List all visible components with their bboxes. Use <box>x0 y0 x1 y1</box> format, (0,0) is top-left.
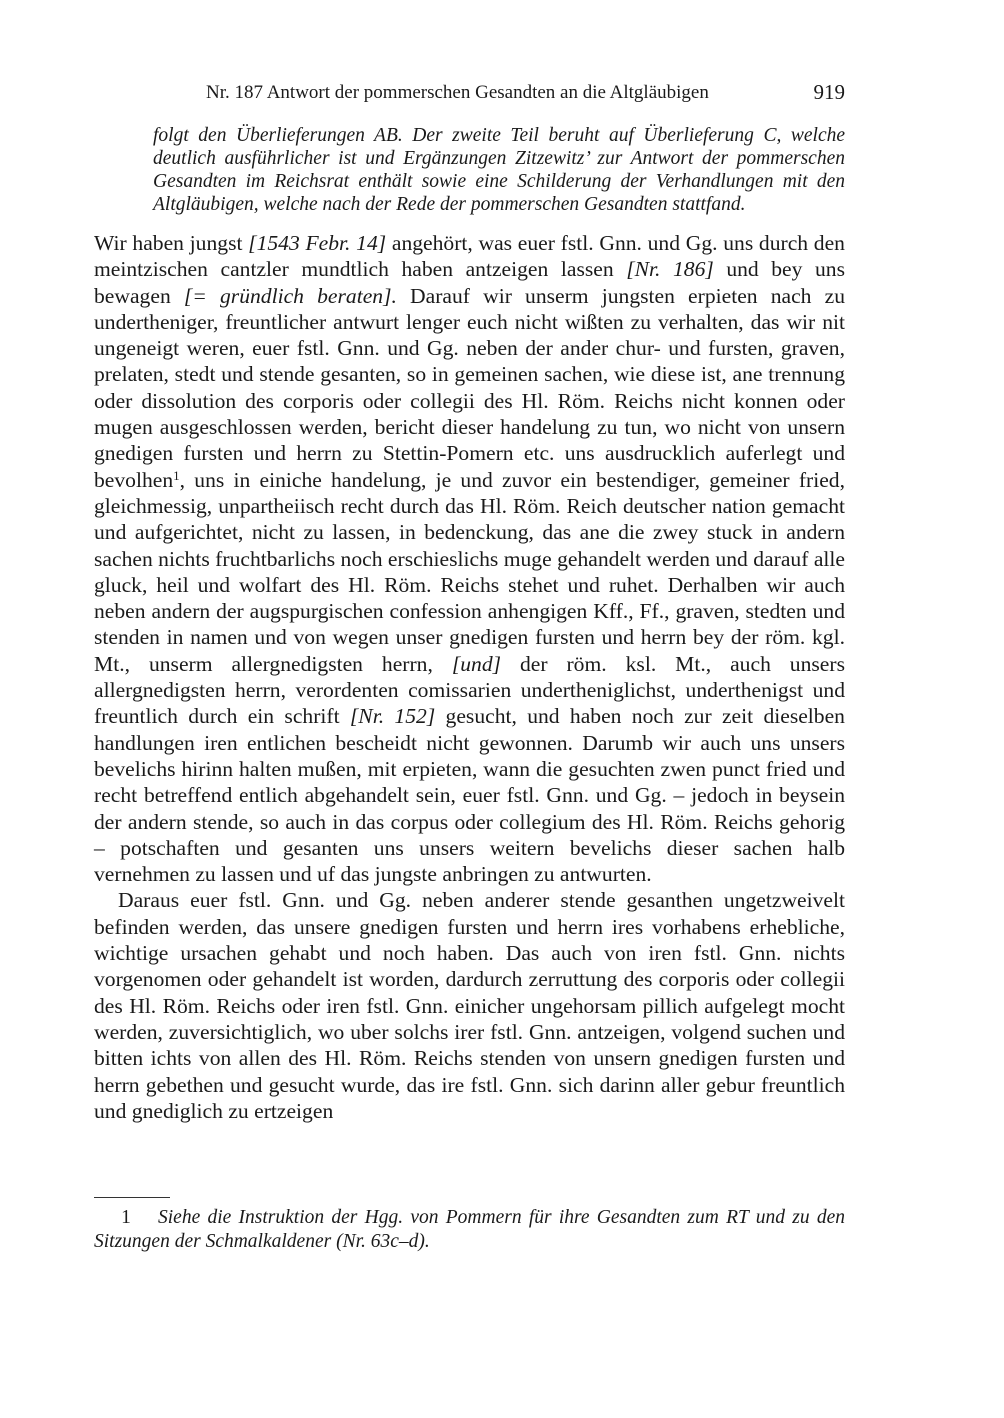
text-run: , uns in einiche handelung, je und zuvor ein bestendiger, gemeiner fried, gleichmessig, unpartheiisch recht durch das Hl. Röm. Reich deutscher nation gemacht und aufgerichtet, nicht zu lassen, in bedenckung, das ane die zwey stuck in andern sachen nichts fruchtbarlichs noch erschieslichs muge gehandelt werden und darauf alle gluck, heil und wolfart des Hl. Röm. Reichs stehet und ruhet. Derhalben wir auch neben andern der augspurgischen confession anhengigen Kff., Ff., graven, stedten und stenden in namen und von wegen unser gnedigen fursten und herrn bey der röm. kgl. Mt., unserm allergnedigsten herrn, <box>94 467 845 676</box>
paragraph-2: Daraus euer fstl. Gnn. und Gg. neben anderer stende gesanthen ungetzweivelt befinden werden, das unsere gnedigen fursten und herrn ires vorhabens erhebliche, wichtige ursachen gehabt und noch haben. Das auch von iren fstl. Gnn. nichts vorgenomen oder gehandelt ist worden, dardurch zerruttung des corporis oder collegii des Hl. Röm. Reichs oder iren fstl. Gnn. einicher ungehorsam pillich aufgelegt mocht werden, zuversichtiglich, wo uber solchs irer fstl. Gnn. antzeigen, volgend suchen und bitten ichts von allen des Hl. Röm. Reichs stenden von unsern gnedigen fursten und herrn gebethen und gesucht wurde, das ire fstl. Gnn. sich darinn aller gebur freuntlich und gnediglich zu ertzeigen <box>94 888 845 1123</box>
footnote-separator <box>94 1197 170 1198</box>
running-title: Nr. 187 Antwort der pommerschen Gesandten an die Altgläubigen <box>206 82 709 103</box>
footnote-reference[interactable]: 1 <box>173 467 180 483</box>
page-number: 919 <box>813 80 845 104</box>
editorial-gloss: [= gründlich beraten]. <box>183 283 397 308</box>
footnote-text: Siehe die Instruktion der Hgg. von Pommern für ihre Gesandten zum RT und zu den Sitzungen der Schmalkaldener (Nr. 63c–d). <box>94 1207 845 1252</box>
text-run: angehört, was euer fstl. Gnn. und Gg. uns durch den meintzischen cantzler mundtlich haben antzeigen lassen <box>94 231 845 282</box>
footnote-1 <box>94 1206 845 1254</box>
editorial-reference: [Nr. 152] <box>349 704 436 729</box>
running-header <box>94 80 845 106</box>
footnote-number: 1 <box>121 1207 131 1228</box>
editorial-date: [1543 Febr. 14] <box>248 231 387 255</box>
text-run: und bey uns bewagen <box>94 257 845 308</box>
editorial-insertion: [und] <box>451 651 502 676</box>
text-run: Darauf wir unserm jungsten erpieten nach zu undertheniger, freuntlicher antwurt lenger euch nicht wißten zu verhalten, das wir nit ungeneigt weren, euer fstl. Gnn. und Gg. neben der ander chur- und fursten, graven, prelaten, stedt und stende gesanten, so in gemeinen sachen, wie diese ist, ane trennung oder dissolution des corporis oder collegii des Hl. Röm. Reichs nicht konnen oder mugen ausgeschlossen werden, bericht dieser handelung zu tun, wo nicht von unsern gnedigen fursten und herrn zu Stettin-Pomern etc. uns ausdrucklich auferlegt und bevolhen <box>94 283 846 492</box>
paragraph-1 <box>94 230 845 887</box>
text-run: gesucht, und haben noch zur zeit dieselben handlungen iren entlichen bescheidt nicht gewonnen. Darumb wir auch uns unsers bevelichs hirinn halten mußen, mit erpieten, wann die gesuchten zwen punct fried und recht betreffend entlich abgehandelt sein, euer fstl. Gnn. und Gg. – jedoch in beysein der andern stende, so auch in das corpus oder collegium des Hl. Röm. Reichs gehorig – potschaften und gesanten uns unsers weitern bevelichs dieser sachen halb vernehmen zu lassen und uf das jungste anbringen zu antwurten. <box>94 704 845 887</box>
document-body <box>94 230 845 1124</box>
text-run: Wir haben jungst <box>94 231 249 255</box>
editorial-reference: [Nr. 186] <box>626 257 714 282</box>
editorial-introduction: folgt den Überlieferungen AB. Der zweite Teil beruht auf Überlieferung C, welche deutlich ausführlicher ist und Ergänzungen Zitzewitz’ zur Antwort der pommerschen Gesandten im Reichsrat enthält sowie eine Schilderung der Verhandlungen mit den Altgläubigen, welche nach der Rede der pommerschen Gesandten stattfand. <box>153 125 845 215</box>
text-run: der röm. ksl. Mt., auch unsers allergnedigsten herrn, verordenten comissarien undertheniglichst, underthenigst und freuntlich durch ein schrift <box>94 651 845 729</box>
